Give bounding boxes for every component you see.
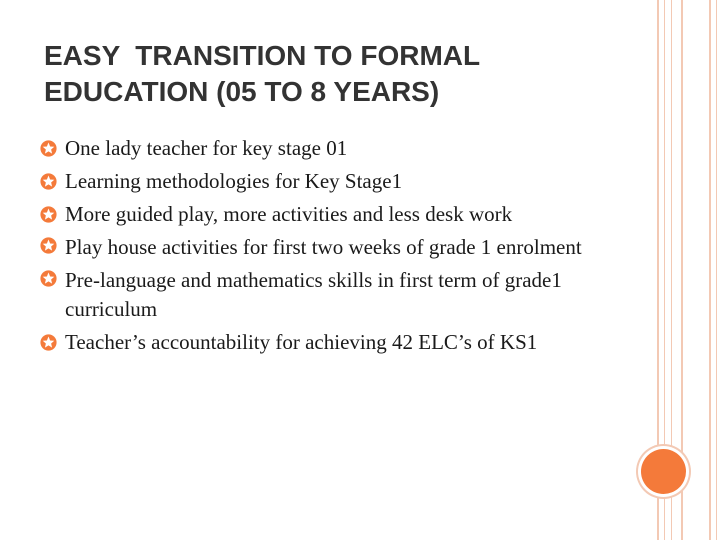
star-bullet-icon — [40, 173, 57, 190]
star-bullet-icon — [40, 270, 57, 287]
slide-title: EASY TRANSITION TO FORMAL EDUCATION (05 TO 8 YEARS) — [44, 40, 488, 107]
star-bullet-icon — [40, 334, 57, 351]
bullet-item — [40, 132, 630, 165]
bullet-text: Teacher’s accountability for achieving 42 ELC’s of KS1 — [65, 330, 538, 354]
decorative-stripe — [716, 0, 717, 540]
decorative-stripe — [709, 0, 711, 540]
bullet-item — [40, 198, 630, 231]
star-bullet-icon — [40, 206, 57, 223]
bullet-item — [40, 326, 630, 359]
bullet-text: One lady teacher for key stage 01 — [65, 136, 348, 160]
bullet-list — [40, 132, 630, 359]
star-bullet-icon — [40, 237, 57, 254]
bullet-item — [40, 264, 630, 326]
bullet-text: Play house activities for first two weeks of grade 1 enrolment — [65, 235, 582, 259]
bullet-item — [40, 165, 630, 198]
bullet-text: Pre-language and mathematics skills in first term of grade1 curriculum — [65, 268, 562, 321]
bullet-text: More guided play, more activities and less desk work — [65, 202, 513, 226]
bullet-text: Learning methodologies for Key Stage1 — [65, 169, 403, 193]
star-bullet-icon — [40, 140, 57, 157]
decorative-circle — [641, 449, 686, 494]
bullet-item — [40, 231, 630, 264]
